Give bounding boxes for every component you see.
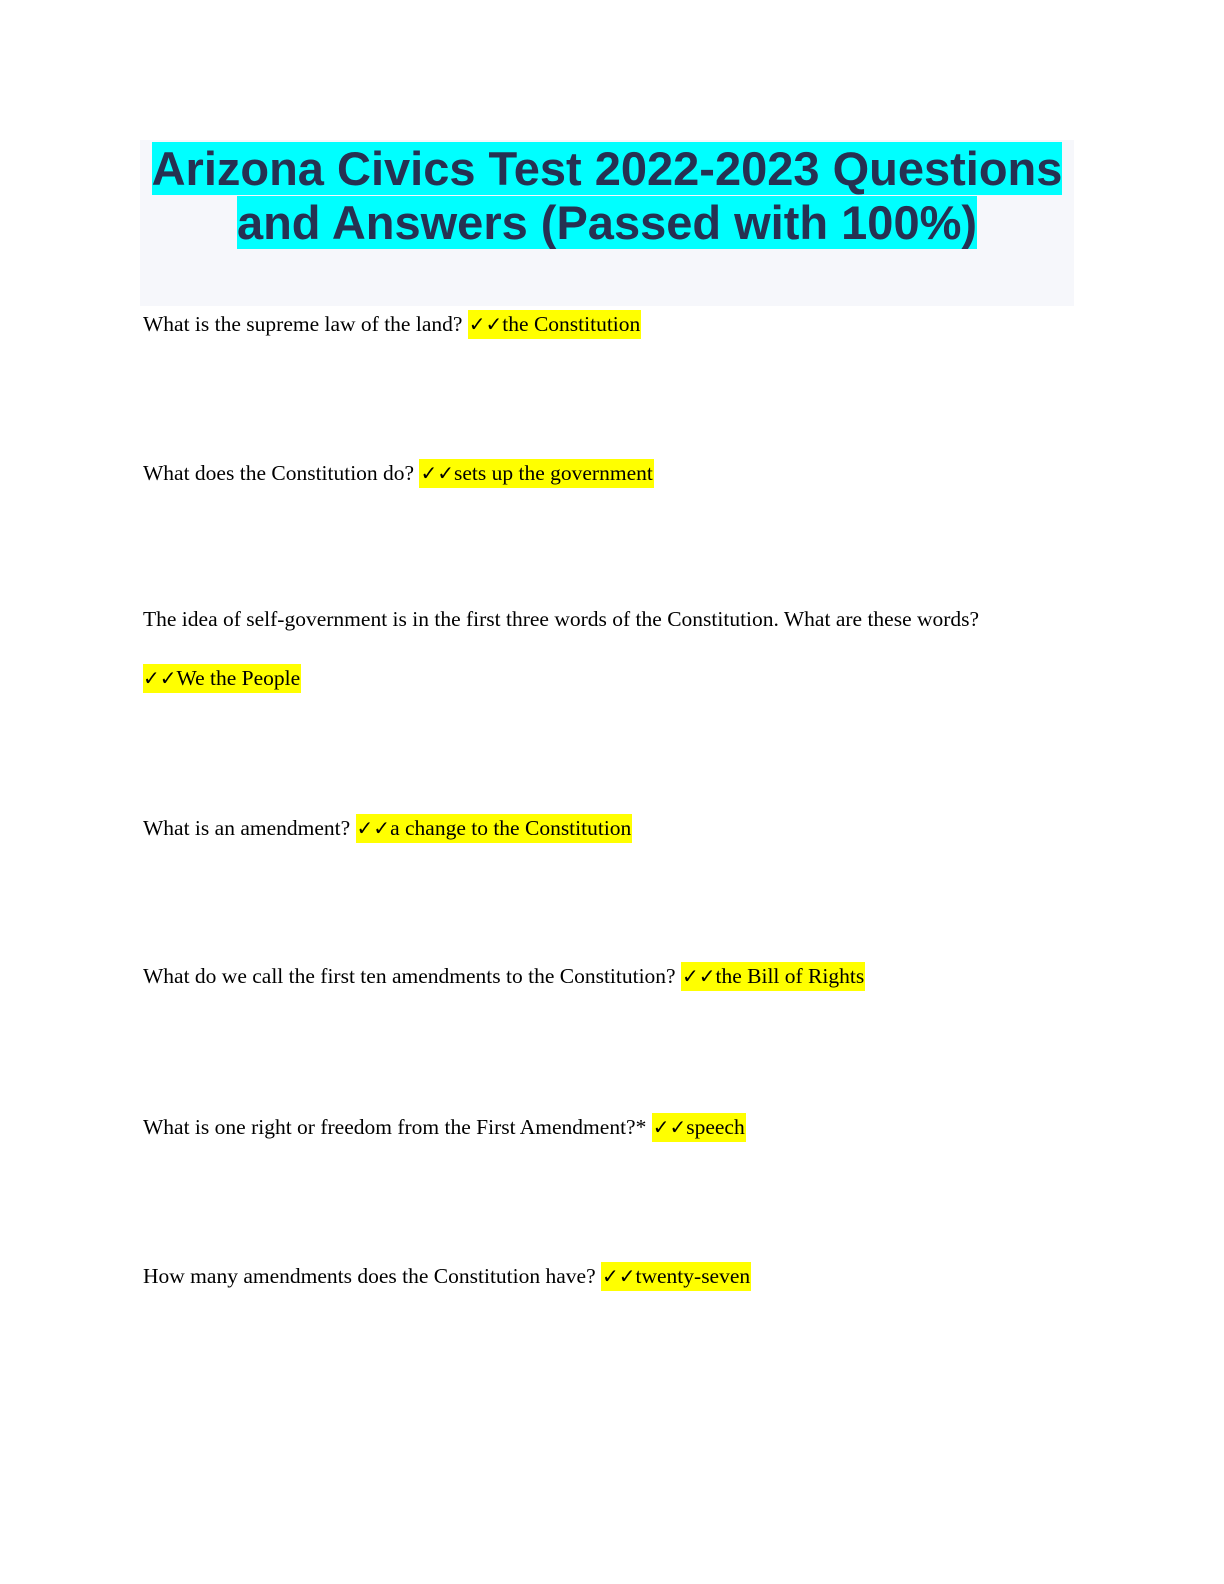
double-check-icon: ✓✓ <box>681 964 716 988</box>
answer-text: sets up the government <box>454 461 653 485</box>
qa-item-3-answer <box>143 662 301 694</box>
title-block <box>140 140 1074 306</box>
question-text: What is the supreme law of the land? <box>143 312 463 336</box>
question-text: What is one right or freedom from the First Amendment?* <box>143 1115 647 1139</box>
answer-highlight <box>601 1262 751 1291</box>
document-title <box>140 140 1074 250</box>
qa-item-2 <box>143 457 654 489</box>
qa-item-6 <box>143 1111 746 1143</box>
question-text: How many amendments does the Constitution have? <box>143 1264 596 1288</box>
answer-text: the Bill of Rights <box>715 964 865 988</box>
answer-highlight <box>681 962 865 991</box>
qa-item-3-question <box>143 603 979 635</box>
answer-text: a change to the Constitution <box>390 816 632 840</box>
qa-item-4 <box>143 812 632 844</box>
double-check-icon: ✓✓ <box>143 666 177 690</box>
answer-highlight <box>652 1113 746 1142</box>
title-line-1: Arizona Civics Test 2022-2023 Questions <box>151 142 1063 195</box>
answer-text: twenty-seven <box>635 1264 751 1288</box>
question-text: The idea of self-government is in the first three words of the Constitution. What are these words? <box>143 607 980 631</box>
double-check-icon: ✓✓ <box>602 1264 636 1288</box>
question-text: What does the Constitution do? <box>143 461 415 485</box>
qa-item-1 <box>143 308 641 340</box>
answer-highlight <box>468 310 641 339</box>
double-check-icon: ✓✓ <box>420 461 454 485</box>
answer-highlight <box>356 814 633 843</box>
answer-text: the Constitution <box>502 312 641 336</box>
question-text: What do we call the first ten amendments to the Constitution? <box>143 964 676 988</box>
answer-text: speech <box>686 1115 745 1139</box>
double-check-icon: ✓✓ <box>468 312 503 336</box>
question-text: What is an amendment? <box>143 816 351 840</box>
answer-text: We the People <box>176 666 301 690</box>
title-line-2: and Answers (Passed with 100%) <box>236 196 978 249</box>
qa-item-7 <box>143 1260 751 1292</box>
answer-highlight <box>143 664 301 693</box>
double-check-icon: ✓✓ <box>652 1115 687 1139</box>
qa-item-5 <box>143 960 865 992</box>
double-check-icon: ✓✓ <box>356 816 391 840</box>
answer-highlight <box>419 459 653 488</box>
